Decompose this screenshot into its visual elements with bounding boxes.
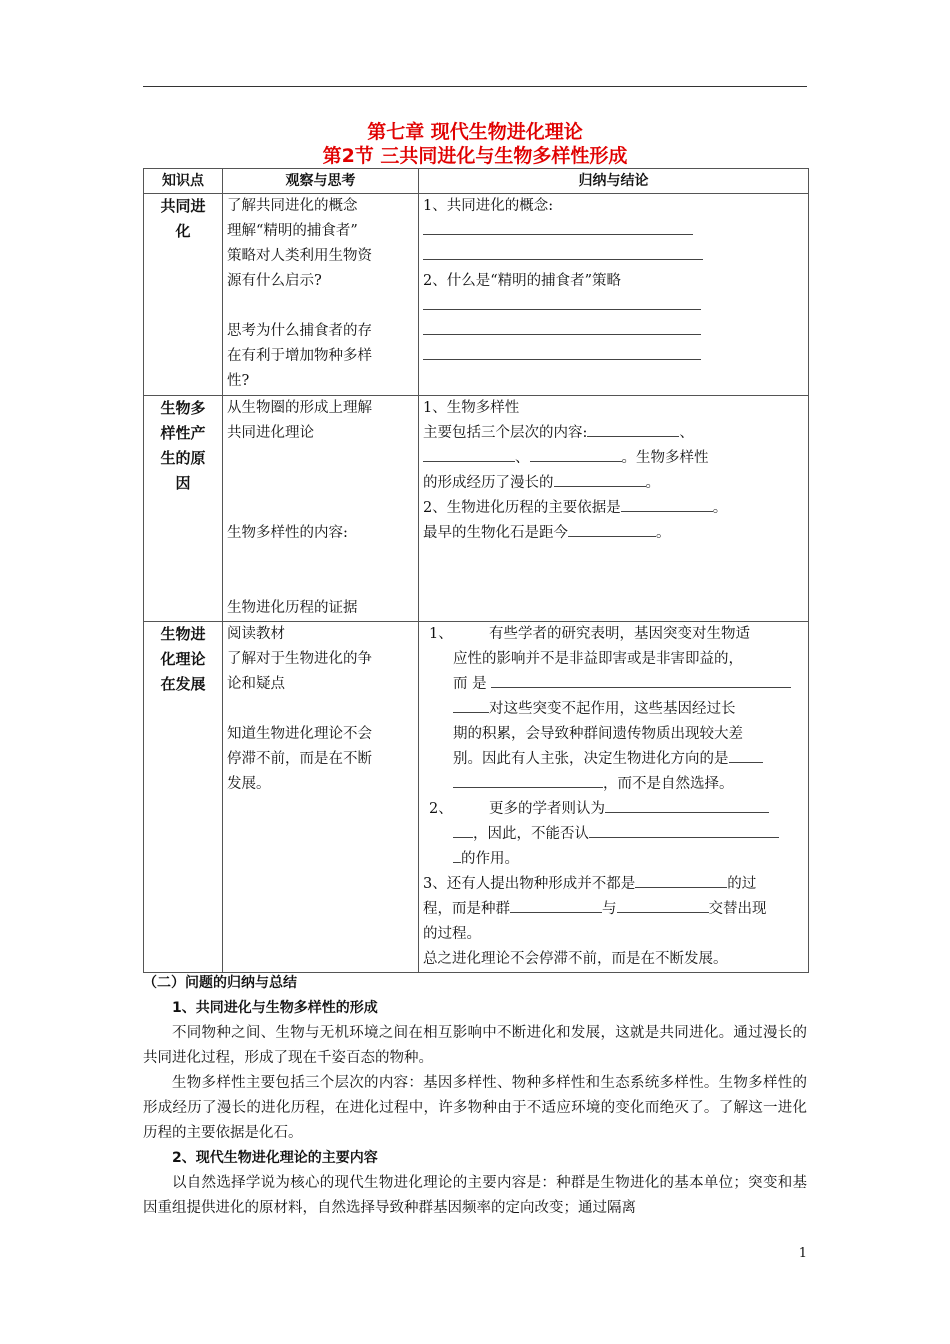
conclusion-text: ，而不是自然选择。 (603, 776, 734, 792)
kp-text: 样性产 (160, 424, 206, 442)
obs-line: 论和疑点 (227, 676, 285, 692)
summary-paragraph: 以自然选择学说为核心的现代生物进化理论的主要内容是：种群是生物进化的基本单位；突变和基因重组提供进化的原材料，自然选择导致种群基因频率的定向改变；通过隔离 (143, 1175, 807, 1216)
observe-cell (223, 622, 419, 973)
blank-line[interactable] (589, 823, 779, 838)
blank-line[interactable] (621, 497, 713, 512)
table-row (144, 396, 809, 622)
obs-line: 源有什么启示? (227, 273, 322, 289)
kp-text: 生的原 (160, 449, 206, 467)
conclusion-text: 主要包括三个层次的内容: (423, 425, 588, 441)
conclusion-text: 总之进化理论不会停滞不前，而是在不断发展。 (423, 951, 728, 967)
item-number: 1、 (429, 626, 453, 642)
conclusion-text: 。 (645, 475, 660, 491)
conclusion-text: ，因此，不能否认 (473, 826, 589, 842)
summary-subheading: 2、现代生物进化理论的主要内容 (172, 1150, 378, 1166)
obs-line: 知道生物进化理论不会 (227, 726, 372, 742)
obs-line: 生物多样性的内容: (227, 525, 348, 541)
conclusion-text: 别。因此有人主张，决定生物进化方向的是 (453, 751, 729, 767)
page-number: 1 (798, 1246, 807, 1261)
blank-line[interactable] (491, 673, 791, 688)
blank-line[interactable] (453, 848, 461, 863)
conclusion-text: 而 是 (453, 676, 487, 692)
conclusion-line: 1、生物多样性 (423, 400, 520, 416)
conclusion-text: 2、生物进化历程的主要依据是 (423, 500, 621, 516)
blank-line[interactable] (423, 295, 701, 310)
table-row (144, 194, 809, 396)
obs-line: 共同进化理论 (227, 425, 314, 441)
header-knowledge-point: 知识点 (144, 169, 223, 194)
conclusion-text: 、 (515, 450, 530, 466)
conclusion-text: 有些学者的研究表明，基因突变对生物适 (489, 626, 750, 642)
kp-text: 生物进 (160, 625, 206, 643)
conclusion-text: 期的积累，会导致种群间遗传物质出现较大差 (453, 726, 743, 742)
blank-line[interactable] (423, 345, 701, 360)
summary-heading: （二）问题的归纳与总结 (143, 975, 297, 991)
kp-text: 生物多 (160, 399, 206, 417)
kp-text: 在发展 (160, 675, 206, 693)
blank-line[interactable] (554, 472, 646, 487)
conclusion-text: 与 (602, 901, 617, 917)
blank-line[interactable] (617, 898, 709, 913)
header-rule (143, 86, 807, 87)
conclusion-text: 。生物多样性 (621, 450, 709, 466)
obs-line: 生物进化历程的证据 (227, 600, 358, 616)
chapter-title: 第七章 现代生物进化理论 (367, 121, 583, 143)
conclusion-text: 的形成经历了漫长的 (423, 475, 554, 491)
conclusion-text: 3、还有人提出物种形成并不都是 (423, 876, 636, 892)
blank-line[interactable] (635, 873, 727, 888)
conclusion-text: 应性的影响并不是非益即害或是非害即益的， (453, 651, 743, 667)
kp-text: 因 (175, 474, 191, 492)
blank-line[interactable] (453, 698, 489, 713)
blank-line[interactable] (423, 320, 701, 335)
table-row (144, 622, 809, 973)
blank-line[interactable] (453, 823, 473, 838)
kp-text: 共同进 (160, 197, 206, 215)
knowledge-point-theory-development (144, 622, 223, 973)
conclusion-text: 最早的生物化石是距今 (423, 525, 568, 541)
conclusion-text: 程，而是种群 (423, 901, 510, 917)
conclusion-text: 的过程。 (423, 926, 481, 942)
blank-line[interactable] (423, 245, 703, 260)
conclusion-cell (419, 194, 809, 396)
header-conclusion: 归纳与结论 (419, 169, 809, 194)
observe-cell (223, 194, 419, 396)
obs-line: 停滞不前，而是在不断 (227, 751, 372, 767)
conclusion-text: 的作用。 (461, 851, 519, 867)
section-title: 第2节 三共同进化与生物多样性形成 (322, 145, 628, 167)
conclusion-text: 。 (656, 525, 671, 541)
item-number: 2、 (429, 801, 453, 817)
conclusion-text: 、 (679, 425, 694, 441)
question-text: 2、什么是“精明的捕食者”策略 (423, 273, 622, 289)
blank-line[interactable] (729, 748, 763, 763)
conclusion-cell (419, 396, 809, 622)
kp-text: 化理论 (160, 650, 206, 668)
summary-paragraph: 生物多样性主要包括三个层次的内容：基因多样性、物种多样性和生态系统多样性。生物多样性的形成经历了漫长的进化历程，在进化过程中，许多物种由于不适应环境的变化而绝灭了。了解这一进化历程的主要依据是化石。 (143, 1075, 807, 1141)
blank-line[interactable] (568, 522, 656, 537)
knowledge-point-diversity-cause (144, 396, 223, 622)
blank-line[interactable] (510, 898, 602, 913)
conclusion-cell (419, 622, 809, 973)
worksheet-table (143, 168, 809, 973)
obs-line: 了解共同进化的概念 (227, 198, 358, 214)
conclusion-text: 对这些突变不起作用，这些基因经过长 (489, 701, 736, 717)
blank-line[interactable] (453, 773, 603, 788)
kp-text: 化 (175, 222, 191, 240)
obs-line: 性? (227, 373, 250, 389)
conclusion-text: 交替出现 (708, 901, 767, 917)
question-text: 1、共同进化的概念: (423, 198, 554, 214)
summary-section (143, 971, 807, 1221)
header-observe-think: 观察与思考 (223, 169, 419, 194)
obs-line: 从生物圈的形成上理解 (227, 400, 372, 416)
blank-line[interactable] (587, 422, 679, 437)
blank-line[interactable] (530, 447, 622, 462)
obs-line: 策略对人类利用生物资 (227, 248, 372, 264)
blank-line[interactable] (423, 220, 693, 235)
summary-paragraph: 不同物种之间、生物与无机环境之间在相互影响中不断进化和发展，这就是共同进化。通过漫长的共同进化过程，形成了现在千姿百态的物种。 (143, 1025, 807, 1066)
obs-line: 了解对于生物进化的争 (227, 651, 372, 667)
blank-line[interactable] (605, 798, 769, 813)
obs-line: 发展。 (227, 776, 271, 792)
summary-subheading: 1、共同进化与生物多样性的形成 (172, 1000, 378, 1016)
obs-line: 思考为什么捕食者的存 (227, 323, 372, 339)
observe-cell (223, 396, 419, 622)
obs-line: 在有利于增加物种多样 (227, 348, 372, 364)
conclusion-text: 。 (712, 500, 728, 516)
knowledge-point-coevolution (144, 194, 223, 396)
table-header-row (144, 169, 809, 194)
conclusion-text: 更多的学者则认为 (489, 801, 605, 817)
blank-line[interactable] (423, 447, 515, 462)
conclusion-text: 的过 (727, 876, 757, 892)
obs-line: 理解“精明的捕食者” (227, 223, 358, 239)
obs-line: 阅读教材 (227, 626, 285, 642)
